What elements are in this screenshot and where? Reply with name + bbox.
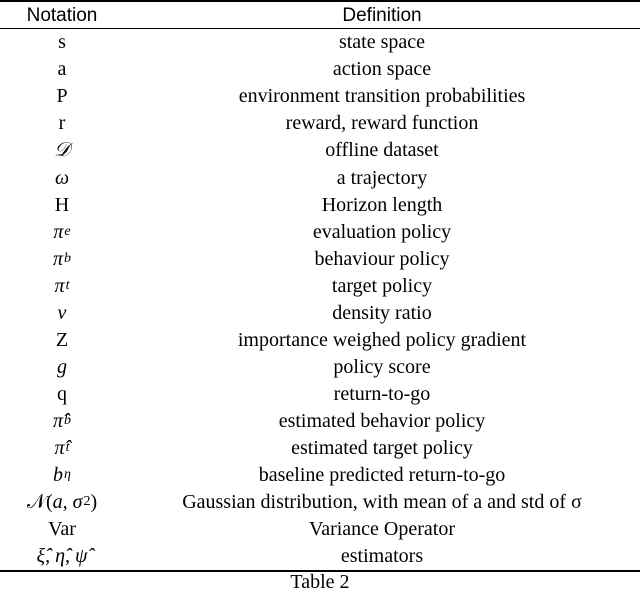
definition-cell: a trajectory <box>336 166 428 189</box>
table-row <box>0 137 640 164</box>
notation-cell: a <box>57 58 67 81</box>
definition-cell: importance weighed policy gradient <box>237 328 527 351</box>
definition-cell: Variance Operator <box>308 518 456 541</box>
notation-cell: ν <box>57 301 67 324</box>
notation-cell: ω <box>54 166 70 189</box>
definition-cell: estimators <box>340 545 424 568</box>
table-row <box>0 29 640 56</box>
definition-cell: policy score <box>333 355 431 378</box>
table-row <box>0 272 640 299</box>
notation-cell: 𝒟 <box>54 139 70 162</box>
definition-cell: density ratio <box>332 301 432 324</box>
definition-cell: estimated behavior policy <box>278 409 486 432</box>
table-row <box>0 489 640 516</box>
notation-cell: π t <box>54 274 70 297</box>
table-row <box>0 381 640 408</box>
table-row <box>0 218 640 245</box>
table-row <box>0 164 640 191</box>
table-row <box>0 110 640 137</box>
definition-cell: Horizon length <box>321 193 443 216</box>
table-row <box>0 56 640 83</box>
notation-cell: s <box>58 31 66 54</box>
table-row <box>0 191 640 218</box>
table-row <box>0 435 640 462</box>
table-row <box>0 83 640 110</box>
notation-cell: π b <box>52 247 72 270</box>
notation-cell: π e <box>53 220 71 243</box>
table-header <box>0 2 640 28</box>
definition-cell: Gaussian distribution, with mean of a and std of σ <box>182 491 582 514</box>
header-notation: Notation <box>26 4 98 26</box>
table-row <box>0 408 640 435</box>
notation-cell: 𝒩( a , σ 2 ) <box>26 491 98 514</box>
definition-cell: estimated target policy <box>291 437 473 460</box>
definition-cell: evaluation policy <box>312 220 452 243</box>
notation-cell: q <box>57 382 67 405</box>
notation-cell: Var <box>48 518 76 541</box>
definition-cell: action space <box>332 58 432 81</box>
definition-cell: target policy <box>331 274 433 297</box>
definition-cell: return-to-go <box>333 382 431 405</box>
table-row <box>0 327 640 354</box>
table-row <box>0 245 640 272</box>
definition-cell: environment transition probabilities <box>238 85 526 108</box>
definition-cell: state space <box>338 31 426 54</box>
definition-cell: baseline predicted return-to-go <box>258 464 506 487</box>
table-caption: Table 2 <box>290 571 350 593</box>
table-row <box>0 516 640 543</box>
notation-cell: P <box>56 85 68 108</box>
table-row <box>0 462 640 489</box>
table-row <box>0 300 640 327</box>
notation-cell: ξ̂, η̂, ψ̂ <box>36 545 88 568</box>
notation-cell: r <box>58 112 66 135</box>
definition-cell: offline dataset <box>325 139 439 162</box>
notation-cell: π̂ b <box>52 409 72 432</box>
notation-cell: π̂ t <box>54 437 70 460</box>
definition-cell: behaviour policy <box>314 247 450 270</box>
notation-cell: H <box>54 193 70 216</box>
table-row <box>0 354 640 381</box>
table-row <box>0 543 640 570</box>
definition-cell: reward, reward function <box>285 112 479 135</box>
notation-cell: g <box>57 355 67 378</box>
notation-cell: b η <box>53 464 71 487</box>
header-definition: Definition <box>342 4 422 26</box>
notation-cell: Z <box>55 328 69 351</box>
